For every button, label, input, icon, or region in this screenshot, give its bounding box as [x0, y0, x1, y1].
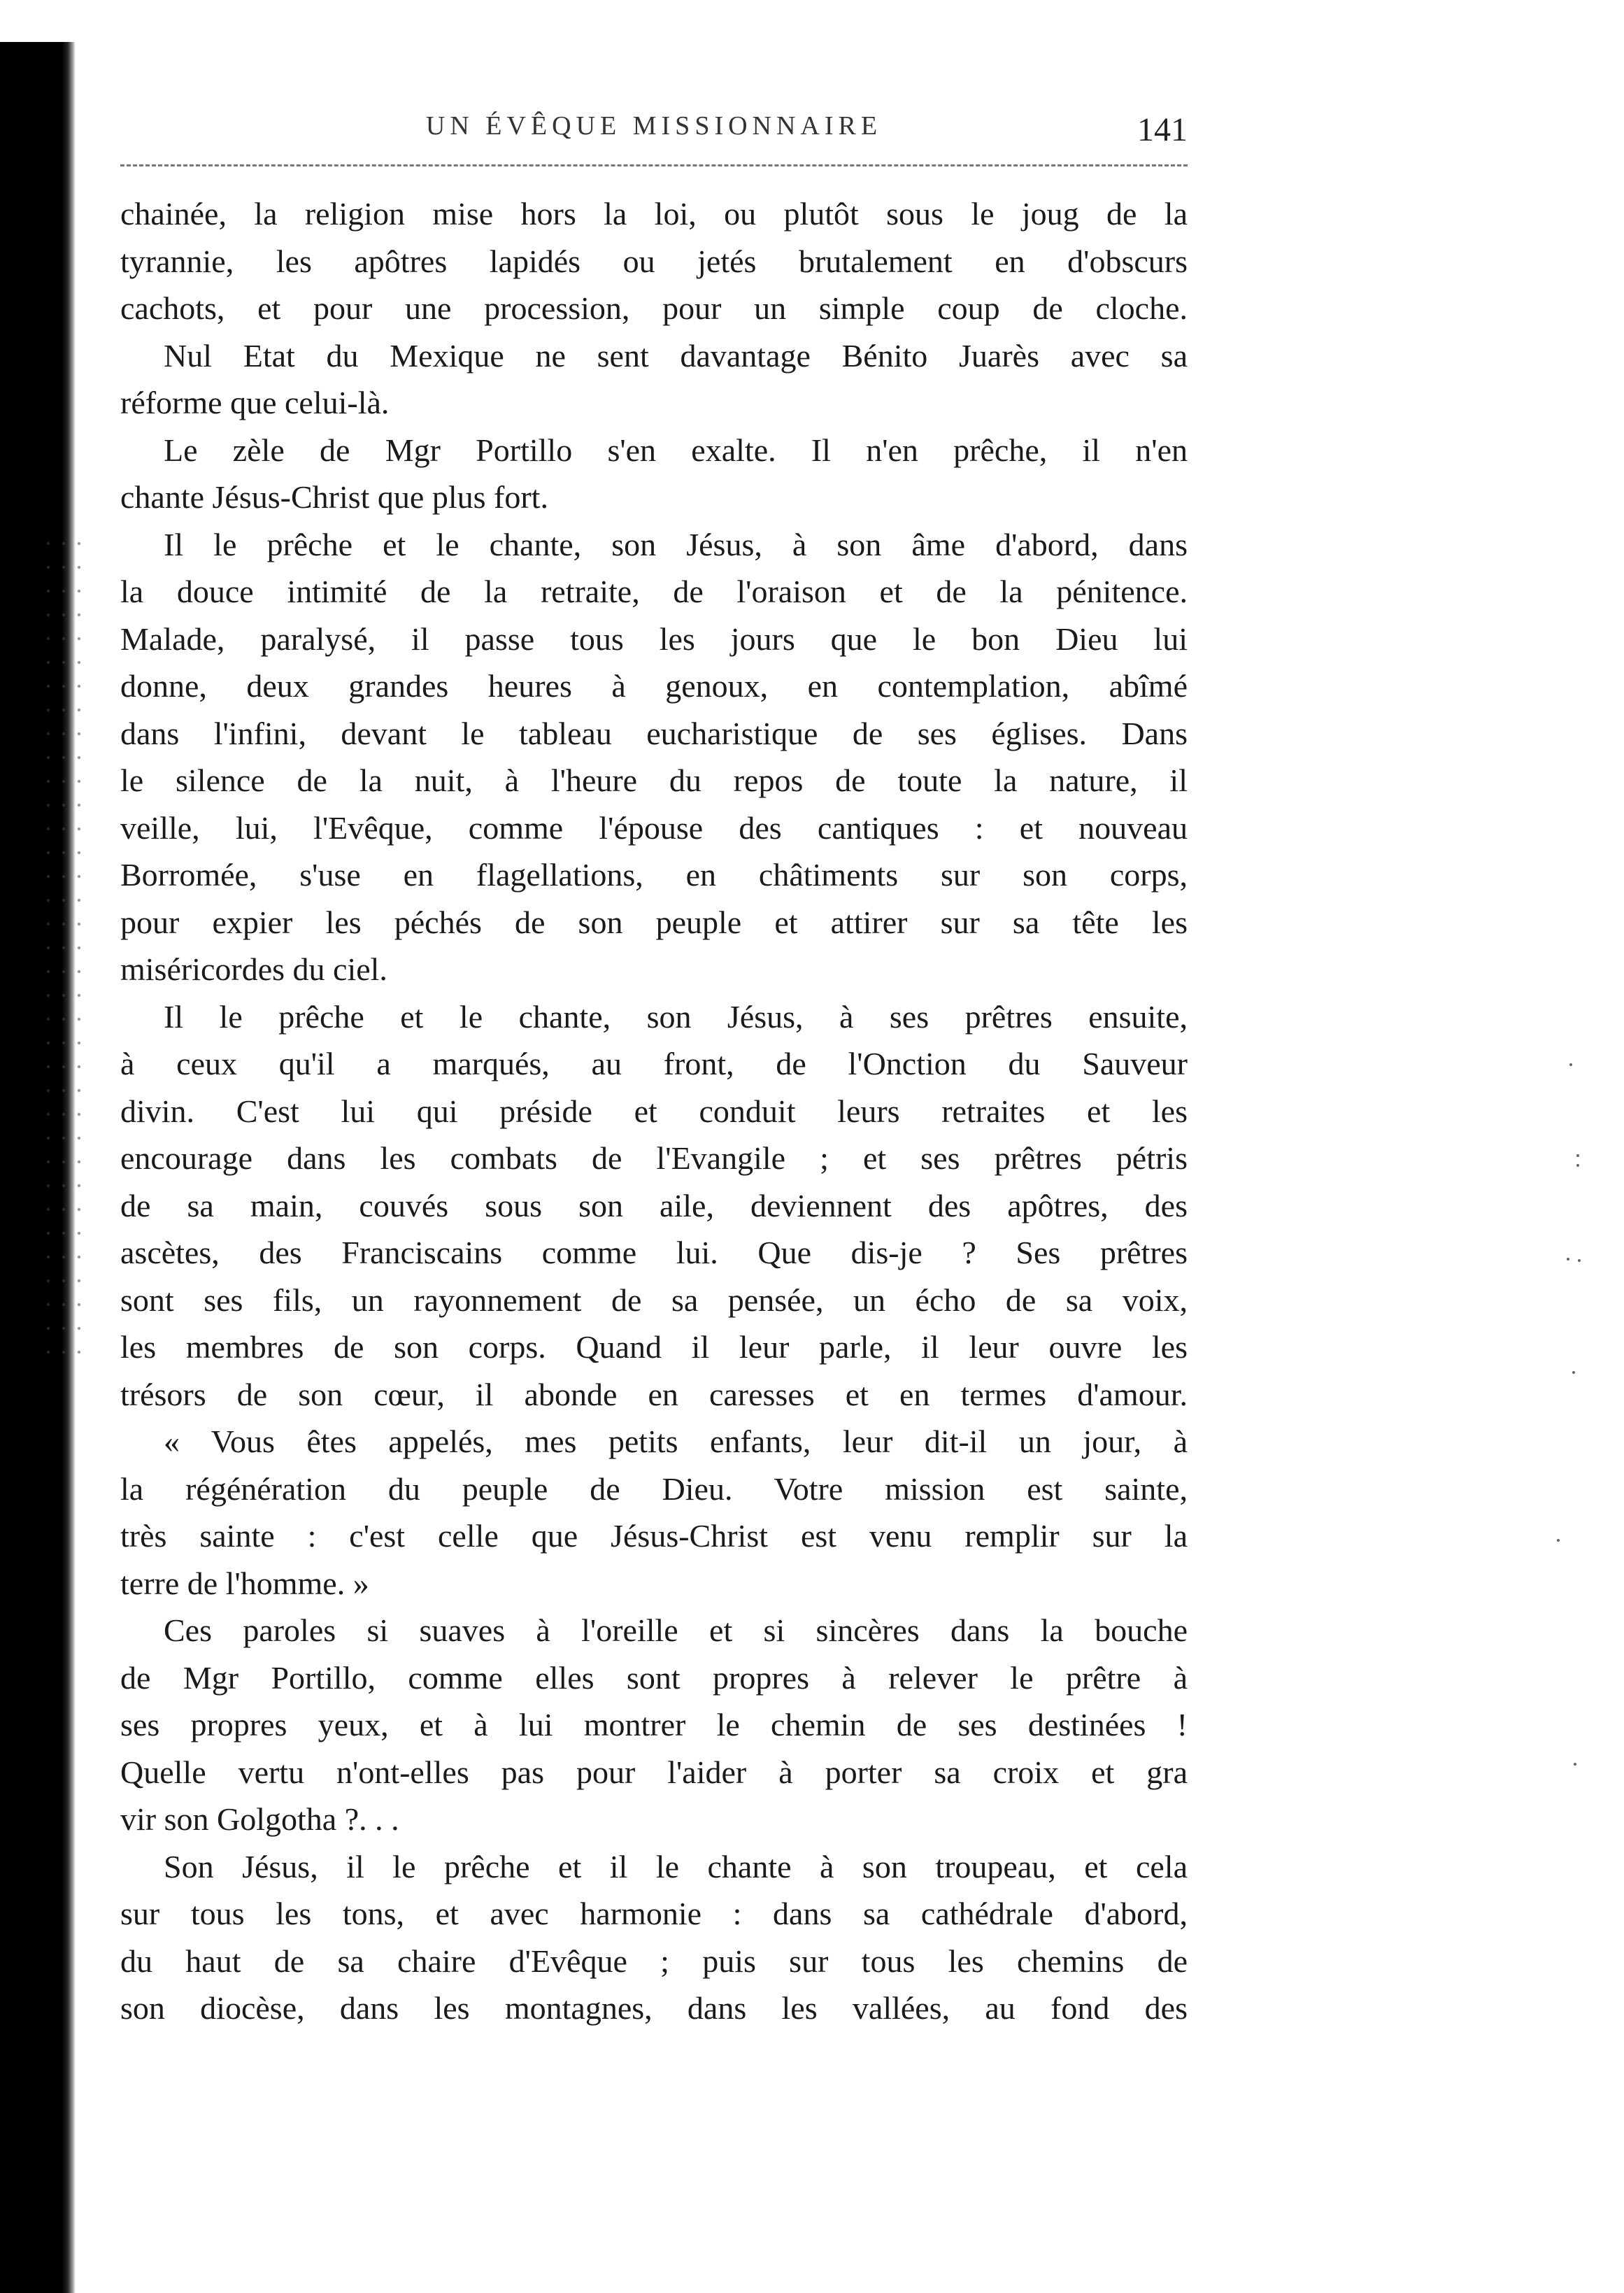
speck — [1557, 1539, 1560, 1542]
text-line: donne, deux grandes heures à genoux, en contemplation, abîmé — [120, 668, 1188, 704]
text-line: à ceux qu'il a marqués, au front, de l'Onction du Sauveur — [120, 1046, 1188, 1081]
page-number: 141 — [1137, 111, 1188, 148]
text-line: pour expier les péchés de son peuple et attirer sur sa tête les — [120, 904, 1188, 940]
text-line: veille, lui, l'Evêque, comme l'épouse des cantiques : et nouveau — [120, 809, 1188, 846]
text-line: Le zèle de Mgr Portillo s'en exalte. Il n'en prêche, il n'en — [164, 432, 1188, 468]
text-line: Il le prêche et le chante, son Jésus, à son âme d'abord, dans — [164, 526, 1188, 562]
speck — [1572, 1371, 1575, 1374]
text-line: la régénération du peuple de Dieu. Votre mission est sainte, — [120, 1470, 1188, 1507]
text-line: dans l'infini, devant le tableau eucharistique de ses églises. Dans — [120, 715, 1188, 751]
text-line: Quelle vertu n'ont-elles pas pour l'aider à porter sa croix et gra — [120, 1754, 1188, 1790]
text-line: de Mgr Portillo, comme elles sont propres à relever le prêtre à — [120, 1659, 1188, 1696]
text-line: sur tous les tons, et avec harmonie : dans sa cathédrale d'abord, — [120, 1896, 1188, 1931]
text-line: chante Jésus-Christ que plus fort. — [120, 479, 548, 515]
text-line: encourage dans les combats de l'Evangile ; et ses prêtres pétris — [120, 1140, 1188, 1176]
text-line: son diocèse, dans les montagnes, dans les vallées, au fond des — [120, 1990, 1188, 2026]
text-line: tyrannie, les apôtres lapidés ou jetés brutalement en d'obscurs — [120, 243, 1188, 279]
header-rule — [120, 164, 1188, 166]
text-line: cachots, et pour une procession, pour un simple coup de cloche. — [120, 290, 1188, 326]
text-line: divin. C'est lui qui préside et conduit leurs retraites et les — [120, 1093, 1188, 1129]
text-line: ascètes, des Franciscains comme lui. Que dis-je ? Ses prêtres — [120, 1235, 1188, 1270]
text-line: sont ses fils, un rayonnement de sa pensée, un écho de sa voix, — [120, 1282, 1188, 1318]
text-line: « Vous êtes appelés, mes petits enfants, leur dit-il un jour, à — [164, 1424, 1188, 1459]
speck — [1576, 1154, 1579, 1157]
text-line: vir son Golgotha ?. . . — [120, 1801, 399, 1837]
text-line: réforme que celui-là. — [120, 385, 390, 420]
text-line: Borromée, s'use en flagellations, en châtiments sur son corps, — [120, 857, 1188, 893]
text-line: très sainte : c'est celle que Jésus-Christ est venu remplir sur la — [120, 1518, 1188, 1554]
body-text — [120, 190, 1188, 2032]
text-line: les membres de son corps. Quand il leur parle, il leur ouvre les — [120, 1329, 1188, 1365]
text-line: chainée, la religion mise hors la loi, ou plutôt sous le joug de la — [120, 196, 1188, 232]
text-line: de sa main, couvés sous son aile, deviennent des apôtres, des — [120, 1187, 1188, 1223]
text-line: la douce intimité de la retraite, de l'oraison et de la pénitence. — [120, 574, 1188, 609]
speck — [1576, 1164, 1579, 1167]
speck — [1574, 1763, 1576, 1766]
text-line: terre de l'homme. » — [120, 1565, 369, 1601]
text-line: ses propres yeux, et à lui montrer le chemin de ses destinées ! — [120, 1707, 1188, 1742]
running-title: UN ÉVÊQUE MISSIONNAIRE — [425, 111, 883, 141]
speck — [1567, 1258, 1569, 1261]
book-spine-shadow — [0, 42, 76, 2293]
text-line: trésors de son cœur, il abonde en caresses et en termes d'amour. — [120, 1376, 1188, 1412]
text-line: Ces paroles si suaves à l'oreille et si sincères dans la bouche — [164, 1612, 1188, 1648]
text-line: Nul Etat du Mexique ne sent davantage Bénito Juarès avec sa — [164, 337, 1188, 374]
text-line: Il le prêche et le chante, son Jésus, à ses prêtres ensuite, — [164, 998, 1188, 1035]
text-line: Son Jésus, il le prêche et il le chante à son troupeau, et cela — [164, 1848, 1188, 1884]
text-line: Malade, paralysé, il passe tous les jours que le bon Dieu lui — [120, 620, 1188, 657]
text-line: miséricordes du ciel. — [120, 951, 387, 987]
spine-speckle — [41, 532, 83, 1371]
speck — [1569, 1063, 1572, 1066]
speck — [1578, 1259, 1581, 1262]
text-line: du haut de sa chaire d'Evêque ; puis sur tous les chemins de — [120, 1943, 1188, 1979]
text-line: le silence de la nuit, à l'heure du repos de toute la nature, il — [120, 762, 1188, 798]
page-header — [120, 111, 1188, 152]
